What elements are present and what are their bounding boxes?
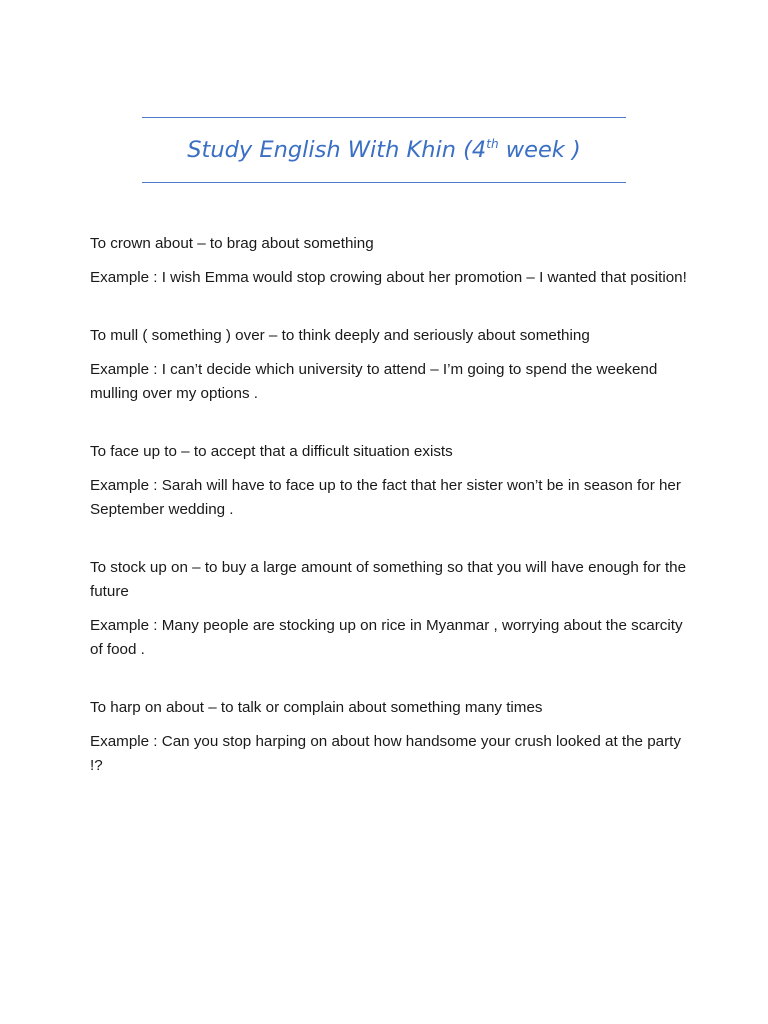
phrase-example: Example : Many people are stocking up on rice in Myanmar , worrying about the scarcity of food .	[90, 617, 683, 658]
phrase-entry	[90, 440, 690, 522]
phrase-definition: To stock up on – to buy a large amount of something so that you will have enough for the future	[90, 559, 687, 600]
phrase-definition: To crown about – to brag about something	[90, 235, 374, 252]
phrase-entry	[90, 324, 690, 406]
title-block	[142, 117, 626, 183]
phrase-definition: To mull ( something ) over – to think deeply and seriously about something	[90, 327, 590, 344]
phrase-entry	[90, 696, 690, 778]
phrase-entry	[90, 232, 690, 290]
phrase-entry	[90, 556, 690, 662]
phrase-definition: To face up to – to accept that a difficult situation exists	[90, 443, 453, 460]
phrase-example: Example : Sarah will have to face up to the fact that her sister won’t be in season for her September wedding .	[90, 477, 681, 518]
phrase-definition: To harp on about – to talk or complain about something many times	[90, 699, 543, 716]
title-main: Study English With Khin (4	[187, 137, 487, 163]
phrase-list	[90, 232, 690, 812]
title-superscript: th	[486, 137, 499, 151]
title-suffix: week )	[498, 137, 581, 163]
page-title	[187, 137, 581, 163]
phrase-example: Example : I can’t decide which university to attend – I’m going to spend the weekend mulling over my options .	[90, 361, 658, 402]
phrase-example: Example : I wish Emma would stop crowing about her promotion – I wanted that position!	[90, 269, 687, 286]
phrase-example: Example : Can you stop harping on about how handsome your crush looked at the party !?	[90, 733, 681, 774]
